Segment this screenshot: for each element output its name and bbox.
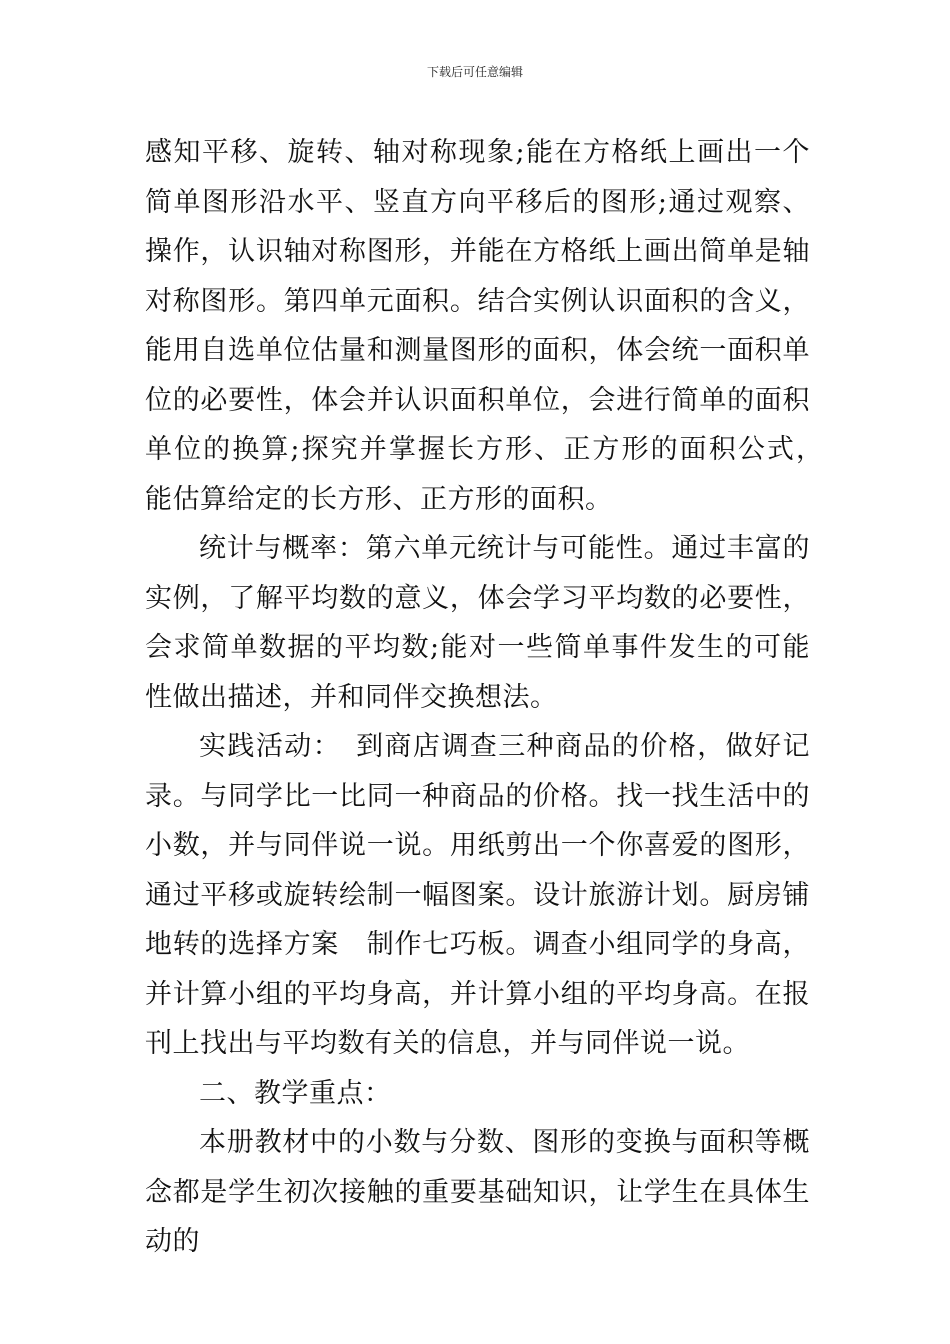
paragraph-statistics: 统计与概率：第六单元统计与可能性。通过丰富的实例，了解平均数的意义，体会学习平均数的必要性，会求简单数据的平均数;能对一些简单事件发生的可能性做出描述，并和同伴交换想法。 [145,533,810,713]
paragraph-practice-activities: 实践活动： 到商店调查三种商品的价格，做好记录。与同学比一比同一种商品的价格。找一找生活中的小数，并与同伴说一说。用纸剪出一个你喜爱的图形，通过平移或旋转绘制一幅图案。设计旅游计划。厨房铺地转的选择方案 制作七巧板。调查小组同学的身高，并计算小组的平均身高，并计算小组的平均身高。在报刊上找出与平均数有关的信息，并与同伴说一说。 [145,731,810,1059]
page-header-note: 下载后可任意编辑 [426,65,523,79]
section-heading-teaching-focus: 二、教学重点： [199,1077,392,1109]
paragraph-geometry-area: 感知平移、旋转、轴对称现象;能在方格纸上画出一个简单图形沿水平、竖直方向平移后的图形;通过观察、操作，认识轴对称图形，并能在方格纸上画出简单是轴对称图形。第四单元面积。结合实例认识面积的含义，能用自选单位估量和测量图形的面积，体会统一面积单位的必要性，体会并认识面积单位，会进行简单的面积单位的换算;探究并掌握长方形、正方形的面积公式， 能估算给定的长方形、正方形的面积。 [145,137,838,515]
paragraph-teaching-focus: 本册教材中的小数与分数、图形的变换与面积等概念都是学生初次接触的重要基础知识，让学生在具体生动的 [145,1127,810,1257]
document-body [145,128,838,1267]
